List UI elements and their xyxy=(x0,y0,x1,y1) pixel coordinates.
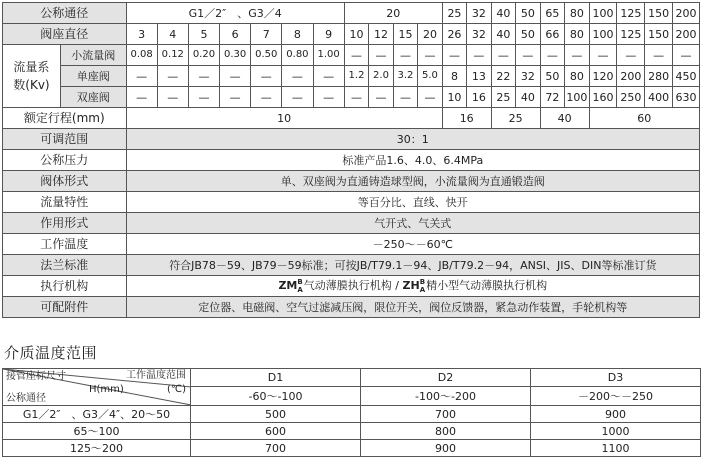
column-header: D2 xyxy=(361,369,531,387)
row-label: 阀体形式 xyxy=(3,171,127,192)
kv-cell: — xyxy=(344,45,368,66)
kv-cell: 40 xyxy=(516,87,540,108)
single-seat-row xyxy=(3,66,700,87)
kv-cell: — xyxy=(442,45,466,66)
zh-subscript: A xyxy=(419,286,426,294)
nominal-cell: 80 xyxy=(565,3,589,24)
seat-cell: 200 xyxy=(673,24,700,45)
kv-cell: 72 xyxy=(540,87,564,108)
stroke-value: 25 xyxy=(491,108,540,129)
kv-cell: — xyxy=(540,45,564,66)
seat-cell: 66 xyxy=(540,24,564,45)
nominal-pressure-row xyxy=(3,150,700,171)
row-label: 流量特性 xyxy=(3,192,127,213)
kv-cell: — xyxy=(126,87,157,108)
valve-spec-table xyxy=(2,2,700,318)
row-label: 执行机构 xyxy=(3,276,127,297)
kv-cell: 32 xyxy=(516,66,540,87)
adjustable-range-row xyxy=(3,129,700,150)
height-cell: 1100 xyxy=(531,440,701,457)
kv-cell: 400 xyxy=(645,87,673,108)
seat-cell: 9 xyxy=(313,24,344,45)
actuator-row xyxy=(3,276,700,297)
body-type-row xyxy=(3,171,700,192)
row-value: 符合JB78－59、JB79－59标准；可按JB/T79.1－94、JB/T79.2－94，ANSI、JIS、DIN等标准订货 xyxy=(126,255,699,276)
nominal-cell: 32 xyxy=(467,3,491,24)
kv-cell: 13 xyxy=(467,66,491,87)
column-header: D1 xyxy=(191,369,361,387)
rated-stroke-label: 额定行程(mm) xyxy=(3,108,127,129)
kv-cell: — xyxy=(188,66,219,87)
kv-cell: — xyxy=(251,66,282,87)
kv-cell: 450 xyxy=(673,66,700,87)
kv-cell: — xyxy=(220,87,251,108)
kv-cell: — xyxy=(220,66,251,87)
kv-cell: 22 xyxy=(491,66,515,87)
stroke-value: 10 xyxy=(126,108,442,129)
stroke-value: 40 xyxy=(540,108,589,129)
kv-cell: — xyxy=(393,45,417,66)
small-valve-label: 小流量阀 xyxy=(60,45,126,66)
nominal-cell: 40 xyxy=(491,3,515,24)
nominal-cell: 25 xyxy=(442,3,466,24)
kv-cell: — xyxy=(344,87,368,108)
row-label: 可调范围 xyxy=(3,129,127,150)
zm-model: ZM xyxy=(278,279,298,292)
seat-cell: 10 xyxy=(344,24,368,45)
row-value: 气开式、气关式 xyxy=(126,213,699,234)
kv-cell: 25 xyxy=(491,87,515,108)
seat-cell: 6 xyxy=(220,24,251,45)
seat-cell: 8 xyxy=(282,24,313,45)
kv-cell: 100 xyxy=(565,87,589,108)
double-seat-label: 双座阀 xyxy=(60,87,126,108)
nominal-cell: 200 xyxy=(673,3,700,24)
diagonal-header-cell xyxy=(3,369,191,406)
row-value: 等百分比、直线、快开 xyxy=(126,192,699,213)
kv-cell: — xyxy=(565,45,589,66)
seat-cell: 4 xyxy=(157,24,188,45)
seat-cell: 7 xyxy=(251,24,282,45)
kv-cell: — xyxy=(282,66,313,87)
nominal-cell: 65 xyxy=(540,3,564,24)
nominal-label: 公称通径 xyxy=(6,393,46,404)
rated-stroke-row xyxy=(3,108,700,129)
seat-cell: 12 xyxy=(369,24,393,45)
celsius-label: (℃) xyxy=(166,384,186,395)
height-cell: 1000 xyxy=(531,423,701,440)
row-value: 标准产品1.6、4.0、6.4MPa xyxy=(126,150,699,171)
zh-model: ZH xyxy=(402,279,420,292)
kv-cell: 630 xyxy=(673,87,700,108)
temp-data-row xyxy=(3,440,701,457)
kv-cell: 1.2 xyxy=(344,66,368,87)
nominal-20: 20 xyxy=(344,3,442,24)
seat-label: 阀座直径 xyxy=(3,24,127,45)
seat-cell: 20 xyxy=(418,24,442,45)
action-type-row xyxy=(3,213,700,234)
kv-cell: 280 xyxy=(645,66,673,87)
kv-cell: — xyxy=(313,66,344,87)
kv-cell: 2.0 xyxy=(369,66,393,87)
seat-diameter-row xyxy=(3,24,700,45)
kv-cell: 8 xyxy=(442,66,466,87)
height-cell: 700 xyxy=(361,406,531,423)
kv-cell: 120 xyxy=(589,66,617,87)
flange-standard-row xyxy=(3,255,700,276)
height-cell: 800 xyxy=(361,423,531,440)
kv-cell: 0.08 xyxy=(126,45,157,66)
temp-data-row xyxy=(3,423,701,440)
kv-cell: 1.00 xyxy=(313,45,344,66)
row-label: 作用形式 xyxy=(3,213,127,234)
height-cell: 600 xyxy=(191,423,361,440)
height-cell: 900 xyxy=(361,440,531,457)
kv-cell: — xyxy=(188,87,219,108)
kv-cell: 50 xyxy=(540,66,564,87)
kv-cell: — xyxy=(313,87,344,108)
seat-cell: 5 xyxy=(188,24,219,45)
temp-range-cell: －200～－250 xyxy=(531,387,701,406)
row-label: 公称压力 xyxy=(3,150,127,171)
work-temp-label: 工作温度范围 xyxy=(126,370,186,381)
seat-cell: 3 xyxy=(126,24,157,45)
row-value: －250～－60℃ xyxy=(126,234,699,255)
stroke-value: 16 xyxy=(442,108,491,129)
flow-label-line-2: 数(Kv) xyxy=(13,78,50,92)
kv-cell: 16 xyxy=(467,87,491,108)
row-label: 125～200 xyxy=(3,440,191,457)
small-valve-row xyxy=(3,45,700,66)
seat-cell: 32 xyxy=(467,24,491,45)
seat-cell: 125 xyxy=(617,24,645,45)
kv-cell: — xyxy=(617,45,645,66)
kv-cell: — xyxy=(673,45,700,66)
kv-cell: — xyxy=(491,45,515,66)
kv-cell: 0.80 xyxy=(282,45,313,66)
kv-cell: 0.30 xyxy=(220,45,251,66)
temp-range-cell: -60～-100 xyxy=(191,387,361,406)
row-label: G1／2″ 、G3／4″、20～50 xyxy=(3,406,191,423)
seat-cell: 15 xyxy=(393,24,417,45)
kv-cell: 160 xyxy=(589,87,617,108)
nominal-cell: 100 xyxy=(589,3,617,24)
kv-cell: — xyxy=(645,45,673,66)
height-cell: 500 xyxy=(191,406,361,423)
row-label: 可配附件 xyxy=(3,297,127,318)
row-value: 定位器、电磁阀、空气过滤减压阀，限位开关，阀位反馈器，紧急动作装置，手轮机构等 xyxy=(126,297,699,318)
actuator-value xyxy=(126,276,699,297)
kv-cell: — xyxy=(282,87,313,108)
accessories-row xyxy=(3,297,700,318)
nominal-cell: 50 xyxy=(516,3,540,24)
kv-cell: — xyxy=(369,87,393,108)
zm-superscript: B xyxy=(297,278,303,286)
height-cell: 700 xyxy=(191,440,361,457)
temp-header-row xyxy=(3,369,701,387)
kv-cell: — xyxy=(589,45,617,66)
double-seat-row xyxy=(3,87,700,108)
kv-cell: 250 xyxy=(617,87,645,108)
kv-cell: 200 xyxy=(617,66,645,87)
temp-data-row xyxy=(3,406,701,423)
kv-cell: — xyxy=(418,87,442,108)
kv-cell: 0.20 xyxy=(188,45,219,66)
flow-characteristic-row xyxy=(3,192,700,213)
kv-cell: — xyxy=(157,87,188,108)
kv-cell: 3.2 xyxy=(393,66,417,87)
kv-cell: 0.50 xyxy=(251,45,282,66)
zm-subscript: A xyxy=(297,286,303,294)
seat-cell: 100 xyxy=(589,24,617,45)
seat-cell: 50 xyxy=(516,24,540,45)
flow-label-line-1: 流量系 xyxy=(13,60,50,74)
temp-range-cell: -100～-200 xyxy=(361,387,531,406)
kv-cell: — xyxy=(157,66,188,87)
stroke-value: 60 xyxy=(589,108,699,129)
medium-temperature-table xyxy=(2,368,701,457)
actuator-text-2: 精小型气动薄膜执行机构 xyxy=(426,279,548,292)
kv-cell: 0.12 xyxy=(157,45,188,66)
row-value: 30：1 xyxy=(126,129,699,150)
row-label: 工作温度 xyxy=(3,234,127,255)
working-temperature-row xyxy=(3,234,700,255)
pipe-size-label: 接管座标尺寸 xyxy=(6,371,66,382)
kv-cell: — xyxy=(418,45,442,66)
medium-temperature-title: 介质温度范围 xyxy=(4,344,98,362)
kv-cell: 80 xyxy=(565,66,589,87)
nominal-small: G1／2″ 、G3／4 xyxy=(126,3,344,24)
seat-cell: 40 xyxy=(491,24,515,45)
seat-cell: 26 xyxy=(442,24,466,45)
single-seat-label: 单座阀 xyxy=(60,66,126,87)
row-label: 法兰标准 xyxy=(3,255,127,276)
seat-cell: 80 xyxy=(565,24,589,45)
kv-cell: — xyxy=(467,45,491,66)
nominal-cell: 125 xyxy=(617,3,645,24)
h-mm-label: H(mm) xyxy=(89,384,124,395)
height-cell: 900 xyxy=(531,406,701,423)
kv-cell: — xyxy=(393,87,417,108)
zh-superscript: B xyxy=(419,278,426,286)
nominal-diameter-row xyxy=(3,3,700,24)
row-label: 65～100 xyxy=(3,423,191,440)
kv-cell: — xyxy=(369,45,393,66)
kv-cell: 10 xyxy=(442,87,466,108)
nominal-label: 公称通径 xyxy=(3,3,127,24)
actuator-text-1: 气动薄膜执行机构 / xyxy=(303,279,403,292)
kv-cell: — xyxy=(516,45,540,66)
kv-cell: — xyxy=(126,66,157,87)
flow-coefficient-label xyxy=(3,45,61,108)
nominal-cell: 150 xyxy=(645,3,673,24)
kv-cell: 5.0 xyxy=(418,66,442,87)
row-value: 单、双座阀为直通铸造球型阀，小流量阀为直通锻造阀 xyxy=(126,171,699,192)
seat-cell: 150 xyxy=(645,24,673,45)
column-header: D3 xyxy=(531,369,701,387)
kv-cell: — xyxy=(251,87,282,108)
